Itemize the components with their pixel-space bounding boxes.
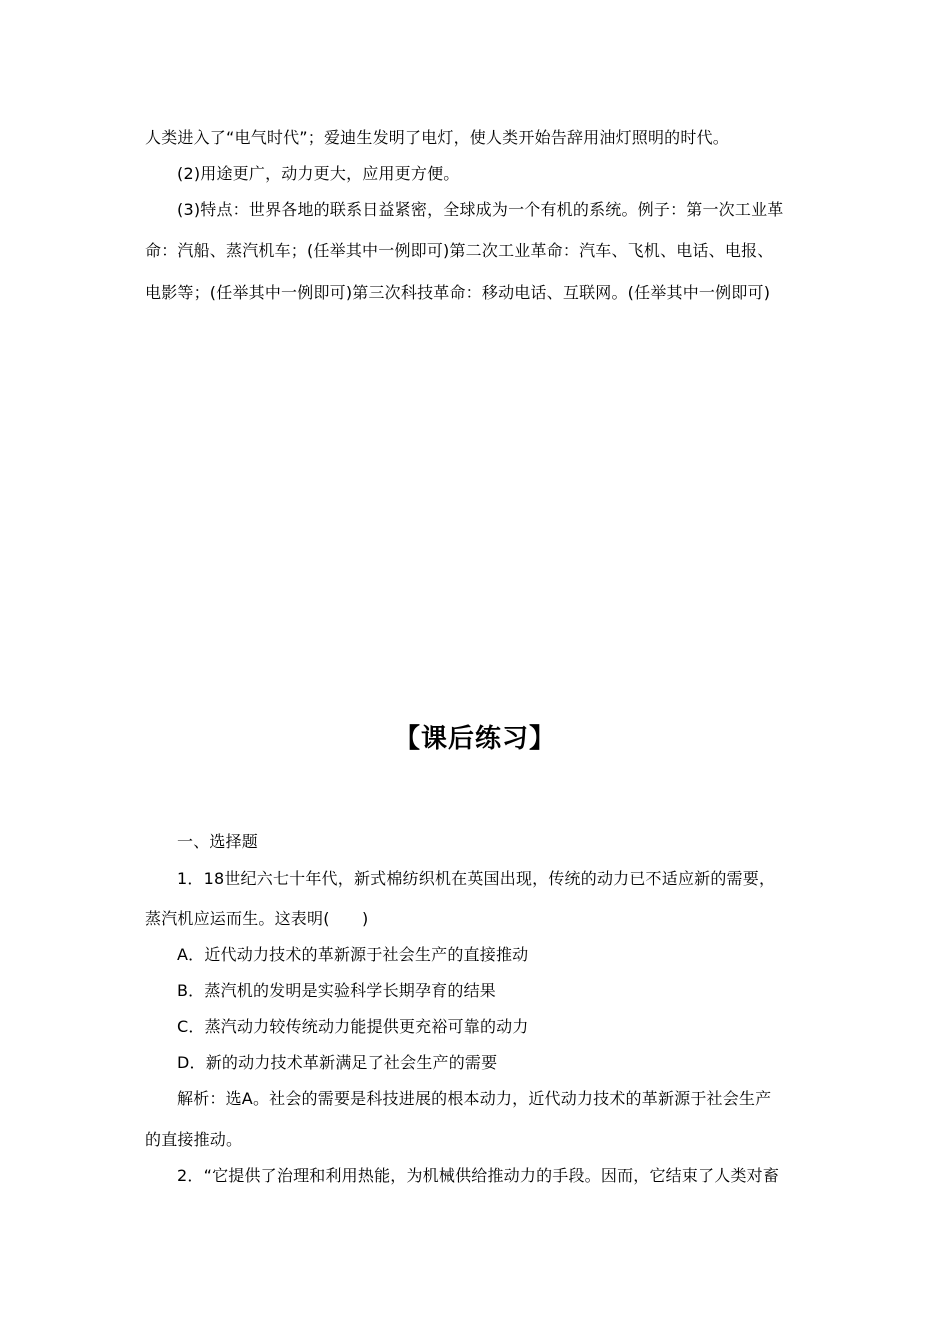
question-1-option-d: D．新的动力技术革新满足了社会生产的需要 bbox=[177, 1053, 498, 1072]
question-1-option-b: B．蒸汽机的发明是实验科学长期孕育的结果 bbox=[177, 981, 496, 1000]
answer-line-1: 人类进入了“电气时代”；爱迪生发明了电灯，使人类开始告辞用油灯照明的时代。 bbox=[145, 128, 729, 147]
answer-item-3-line-3: 电影等；(任举其中一例即可)第三次科技革命：移动电话、互联网。(任举其中一例即可) bbox=[145, 283, 771, 302]
question-1-analysis-line-2: 的直接推动。 bbox=[145, 1130, 243, 1149]
question-2-stem-line-1: 2．“它提供了治理和利用热能，为机械供给推动力的手段。因而，它结束了人类对畜 bbox=[177, 1166, 780, 1185]
section-title: 【课后练习】 bbox=[393, 724, 556, 754]
exercise-heading: 一、选择题 bbox=[177, 832, 259, 851]
answer-item-3-line-2: 命：汽船、蒸汽机车；(任举其中一例即可)第二次工业革命：汽车、飞机、电话、电报、 bbox=[145, 241, 774, 260]
question-1-stem-line-2: 蒸汽机应运而生。这表明( ) bbox=[145, 909, 369, 928]
answer-item-2: (2)用途更广，动力更大，应用更方便。 bbox=[177, 164, 460, 183]
question-1-option-c: C．蒸汽动力较传统动力能提供更充裕可靠的动力 bbox=[177, 1017, 529, 1036]
question-1-stem-line-1: 1．18世纪六七十年代，新式棉纺织机在英国出现，传统的动力已不适应新的需要， bbox=[177, 869, 776, 888]
question-1-option-a: A．近代动力技术的革新源于社会生产的直接推动 bbox=[177, 945, 529, 964]
answer-item-3-line-1: (3)特点：世界各地的联系日益紧密，全球成为一个有机的系统。例子：第一次工业革 bbox=[177, 200, 784, 219]
question-1-analysis-line-1: 解析：选A。社会的需要是科技进展的根本动力，近代动力技术的革新源于社会生产 bbox=[177, 1089, 772, 1108]
